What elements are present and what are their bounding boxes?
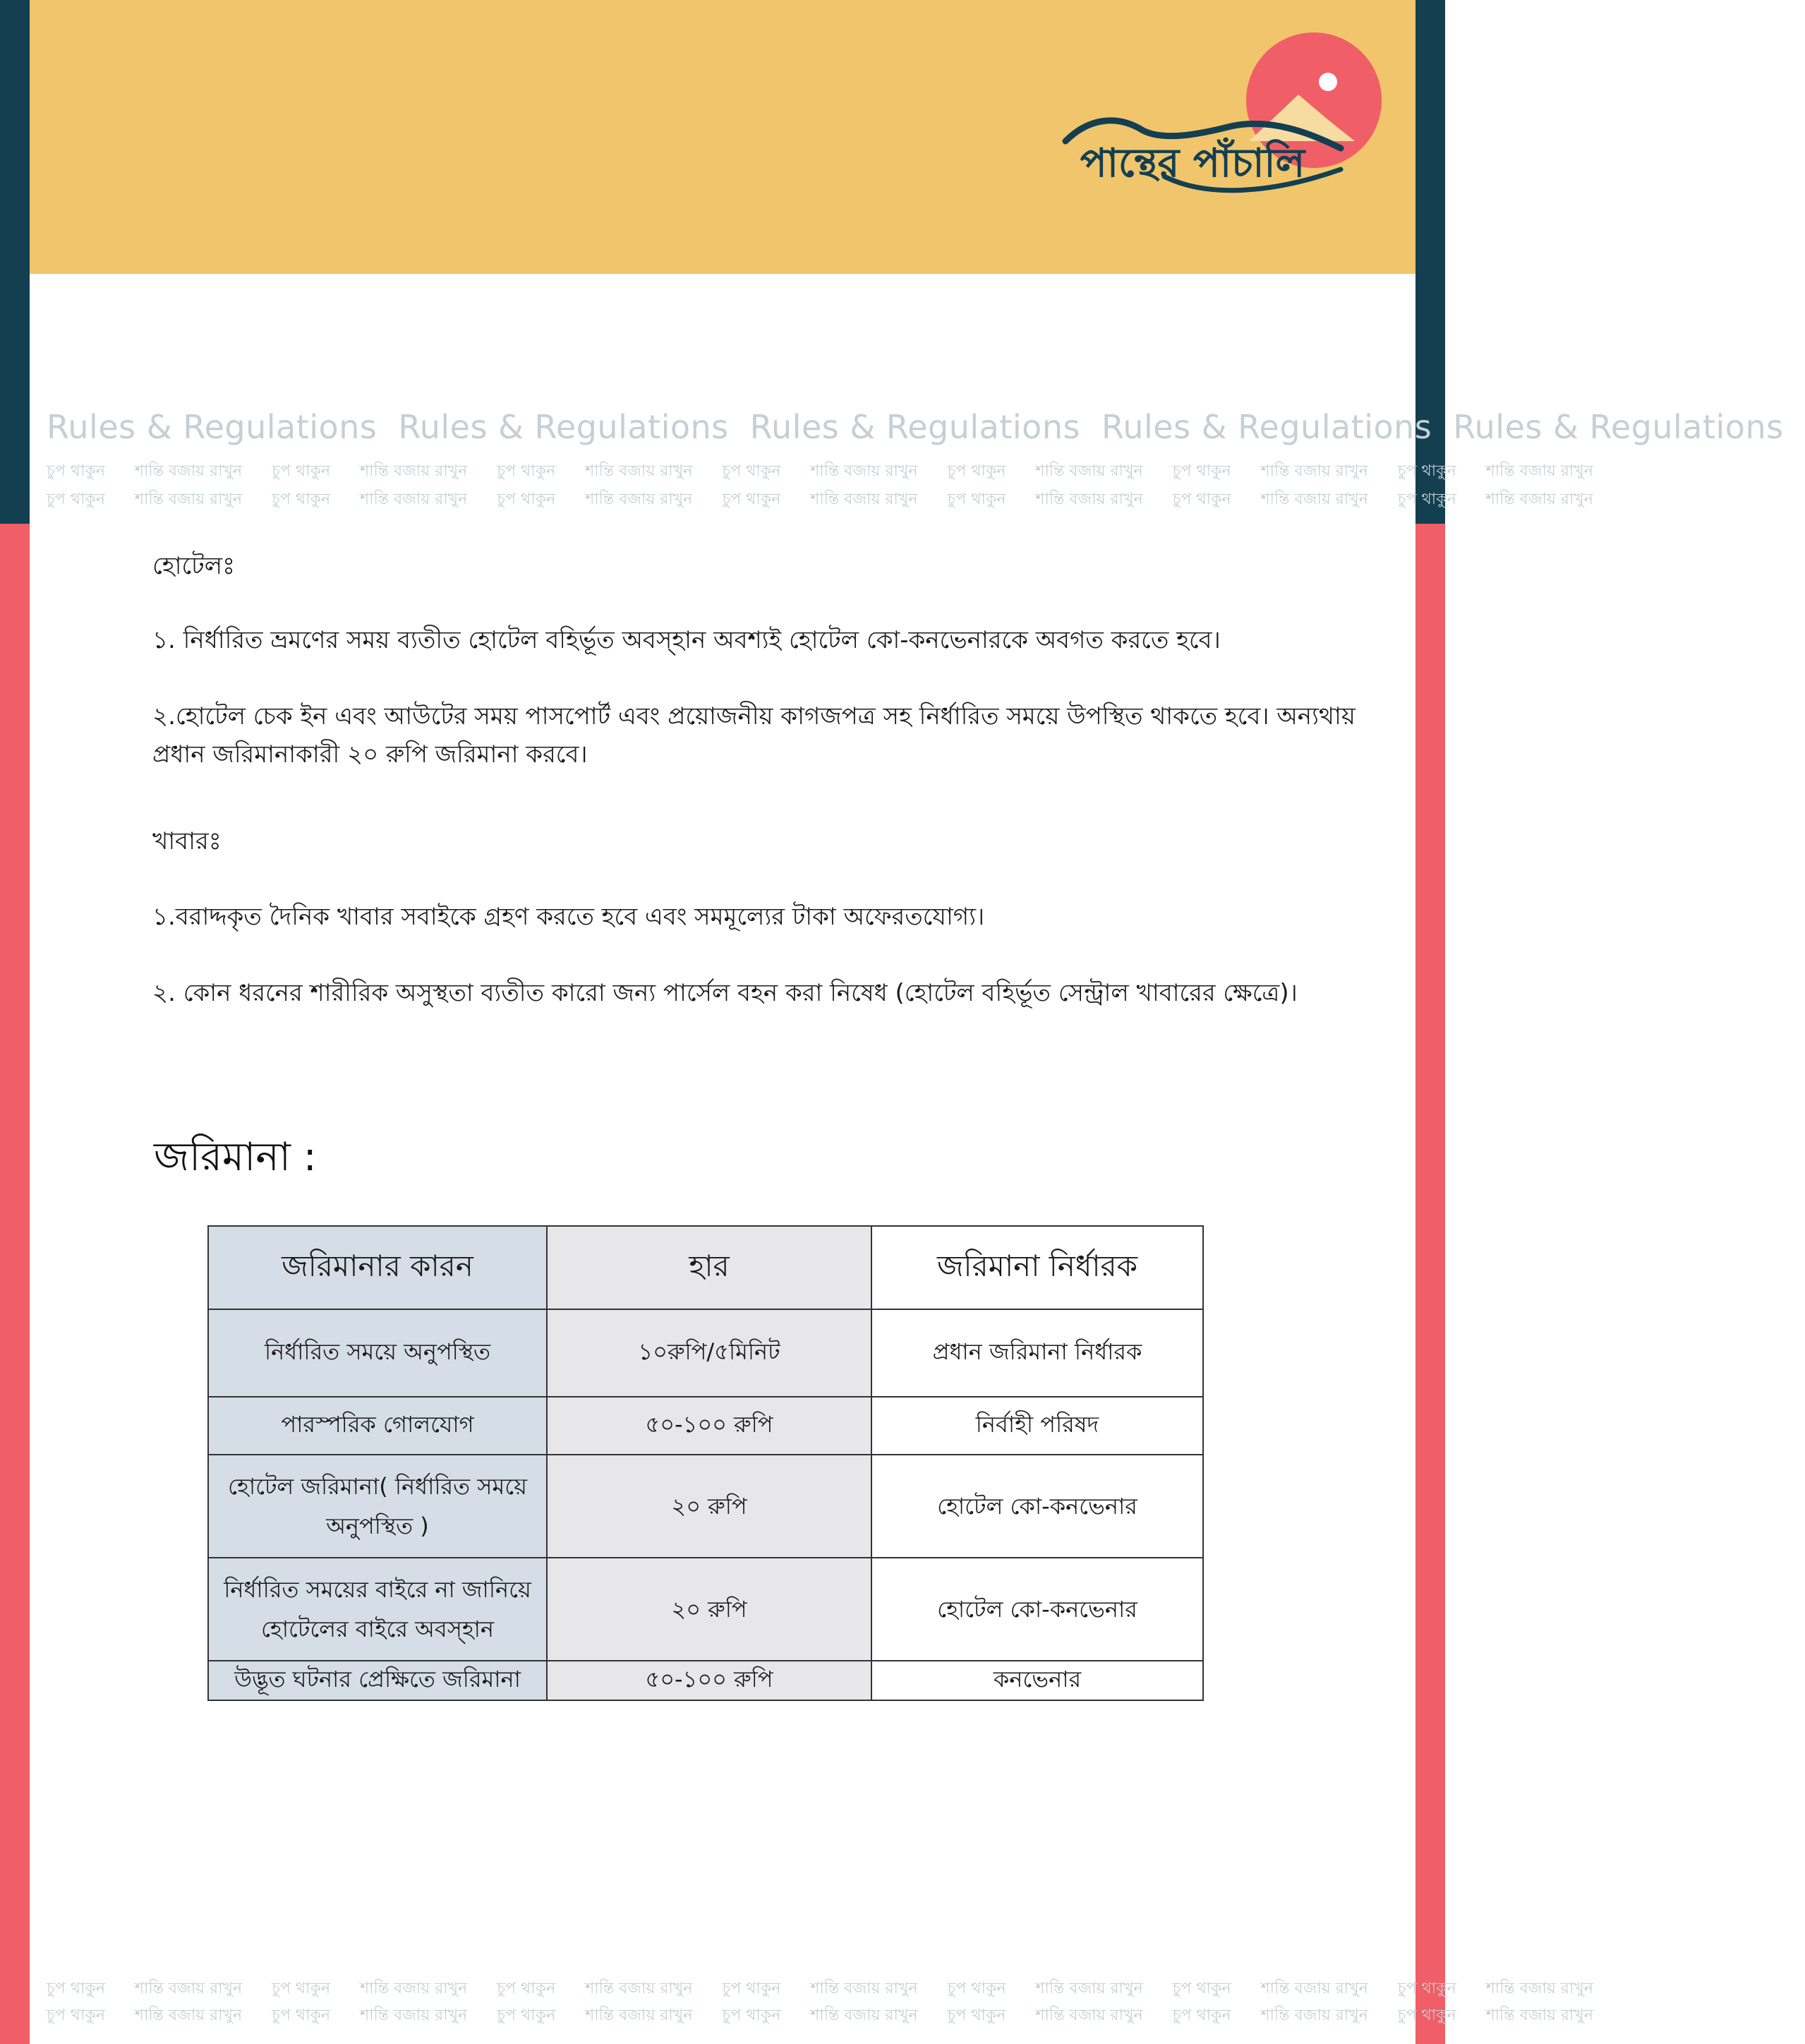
logo-moon (1319, 73, 1337, 91)
section-heading-food: খাবারঃ (152, 827, 222, 855)
cell-rate: ৫০-১০০ রুপি (547, 1397, 871, 1455)
cell-reason: নির্ধারিত সময়ে অনুপস্থিত (208, 1309, 547, 1397)
watermark-phrase-row: চুপ থাকুন শান্তি বজায় রাখুন চুপ থাকুন শান্তি বজায় রাখুন চুপ থাকুন শান্তি বজায় রাখুন চুপ থাকুন শান্তি বজায় রাখুন চুপ থাকুন শান্তি বজায় রাখুন চুপ থাকুন শান্তি বজায় রাখুন চুপ থাকুন শান্তি বজায় রাখুন (47, 1980, 1593, 1997)
table-row (208, 1661, 1203, 1700)
brand-logo (1058, 35, 1355, 226)
cell-reason: নির্ধারিত সময়ের বাইরে না জানিয়ে হোটেলের বাইরে অবস্হান (208, 1558, 547, 1661)
cell-authority: প্রধান জরিমানা নির্ধারক (871, 1309, 1203, 1397)
cell-authority: কনভেনার (871, 1661, 1203, 1700)
header-reason: জরিমানার কারন (208, 1226, 547, 1309)
left-side-stripe-dark (0, 0, 30, 524)
table-row (208, 1397, 1203, 1455)
logo-graphic (1058, 35, 1355, 226)
cell-rate: ৫০-১০০ রুপি (547, 1661, 871, 1700)
table-row (208, 1455, 1203, 1558)
penalty-title: জরিমানা : (154, 1134, 317, 1180)
cell-authority: হোটেল কো-কনভেনার (871, 1558, 1203, 1661)
table-header-row (208, 1226, 1203, 1309)
cell-rate: ১০রুপি/৫মিনিট (547, 1309, 871, 1397)
watermark-title-row: Rules & Regulations Rules & Regulations Rules & Regulations Rules & Regulations Rules & Regulations (47, 408, 1784, 446)
penalty-table (207, 1225, 1204, 1701)
header-rate: হার (547, 1226, 871, 1309)
watermark-phrase-row: চুপ থাকুন শান্তি বজায় রাখুন চুপ থাকুন শান্তি বজায় রাখুন চুপ থাকুন শান্তি বজায় রাখুন চুপ থাকুন শান্তি বজায় রাখুন চুপ থাকুন শান্তি বজায় রাখুন চুপ থাকুন শান্তি বজায় রাখুন চুপ থাকুন শান্তি বজায় রাখুন (47, 2007, 1593, 2024)
food-rule-2: ২. কোন ধরনের শারীরিক অসুস্থতা ব্যতীত কারো জন্য পার্সেল বহন করা নিষেধ (হোটেল বহির্ভূত সেন্ট্রাল খাবারের ক্ষেত্রে)। (152, 979, 1298, 1007)
cell-rate: ২০ রুপি (547, 1558, 871, 1661)
left-side-stripe-red (0, 524, 30, 2044)
cell-authority: হোটেল কো-কনভেনার (871, 1455, 1203, 1558)
cell-authority: নির্বাহী পরিষদ (871, 1397, 1203, 1455)
table-row (208, 1309, 1203, 1397)
hotel-rule-1: ১. নির্ধারিত ভ্রমণের সময় ব্যতীত হোটেল বহির্ভূত অবস্হান অবশ্যই হোটেল কো-কনভেনারকে অবগত করতে হবে। (152, 626, 1221, 654)
header-authority: জরিমানা নির্ধারক (871, 1226, 1203, 1309)
logo-text: পান্থের পাঁচালি (1080, 140, 1305, 186)
hotel-rule-2: ২.হোটেল চেক ইন এবং আউটের সময় পাসপোর্ট এবং প্রয়োজনীয় কাগজপত্র সহ নির্ধারিত সময়ে উপস্থিত থাকতে হবে। অন্যথায় প্রধান জরিমানাকারী ২০ রুপি জরিমানা করবে। (152, 702, 1356, 769)
right-side-stripe-red (1415, 524, 1445, 2044)
cell-reason: হোটেল জরিমানা( নির্ধারিত সময়ে অনুপস্থিত ) (208, 1455, 547, 1558)
watermark-phrase-row: চুপ থাকুন শান্তি বজায় রাখুন চুপ থাকুন শান্তি বজায় রাখুন চুপ থাকুন শান্তি বজায় রাখুন চুপ থাকুন শান্তি বজায় রাখুন চুপ থাকুন শান্তি বজায় রাখুন চুপ থাকুন শান্তি বজায় রাখুন চুপ থাকুন শান্তি বজায় রাখুন (47, 491, 1593, 508)
cell-rate: ২০ রুপি (547, 1455, 871, 1558)
table-row (208, 1558, 1203, 1661)
cell-reason: উদ্ভূত ঘটনার প্রেক্ষিতে জরিমানা (208, 1661, 547, 1700)
cell-reason: পারস্পরিক গোলযোগ (208, 1397, 547, 1455)
section-heading-hotel: হোটেলঃ (152, 552, 236, 580)
watermark-phrase-row: চুপ থাকুন শান্তি বজায় রাখুন চুপ থাকুন শান্তি বজায় রাখুন চুপ থাকুন শান্তি বজায় রাখুন চুপ থাকুন শান্তি বজায় রাখুন চুপ থাকুন শান্তি বজায় রাখুন চুপ থাকুন শান্তি বজায় রাখুন চুপ থাকুন শান্তি বজায় রাখুন (47, 462, 1593, 480)
food-rule-1: ১.বরাদ্দকৃত দৈনিক খাবার সবাইকে গ্রহণ করতে হবে এবং সমমূল্যের টাকা অফেরতযোগ্য। (152, 903, 985, 931)
